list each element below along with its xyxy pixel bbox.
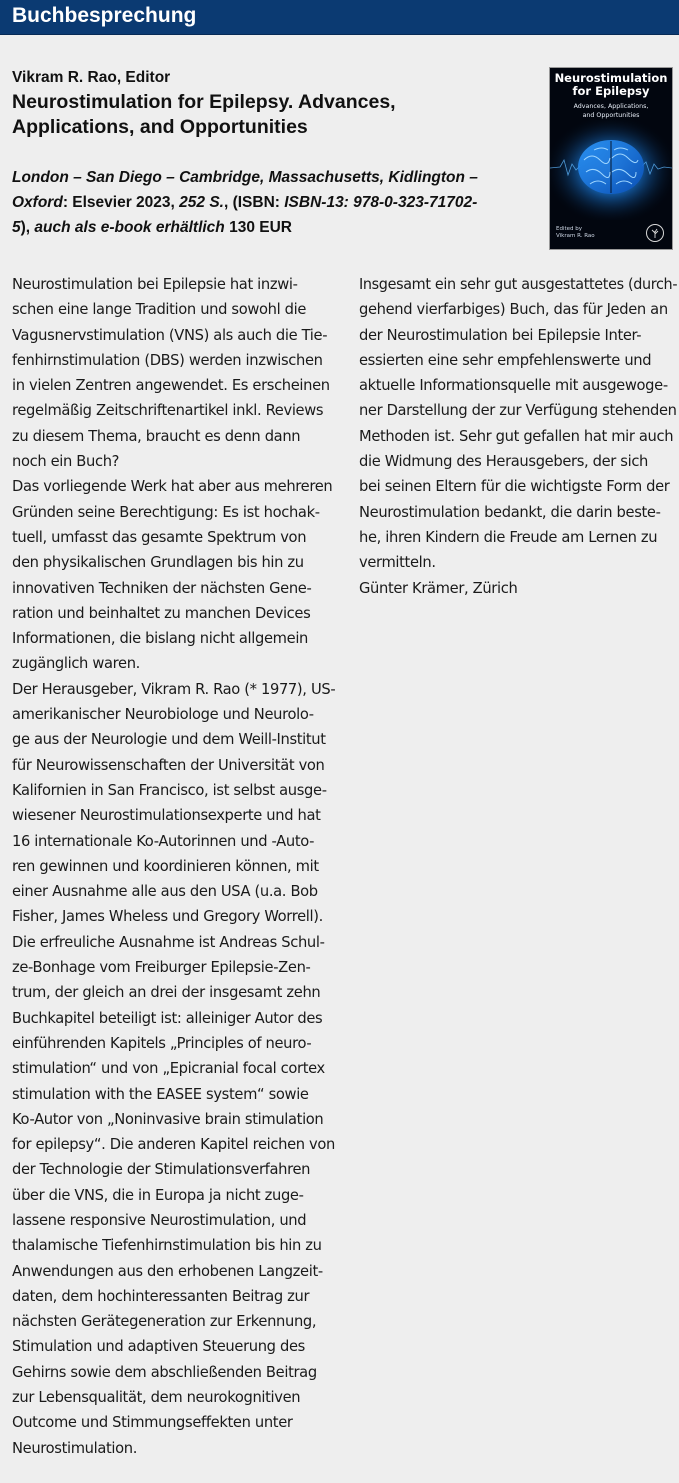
review-text-line: regelmäßig Zeitschriftenartikel inkl. Reviews xyxy=(12,402,324,420)
review-text-line: Buchkapitel beteiligt ist: alleiniger Autor des xyxy=(12,1009,323,1027)
review-text-line: der Neurostimulation bei Epilepsie Inter- xyxy=(359,326,642,344)
review-text-line: stimulation with the EASEE system“ sowie xyxy=(12,1085,309,1103)
review-text-line: Informationen, die bislang nicht allgemein xyxy=(12,630,309,648)
review-text-line: Gründen seine Berechtigung: Es ist hochak- xyxy=(12,503,320,521)
review-text-line: Kalifornien in San Francisco, ist selbst ausge- xyxy=(12,781,327,799)
review-text-line: ration und beinhaltet zu manchen Devices xyxy=(12,604,311,622)
review-text-line: zugänglich waren. xyxy=(12,655,140,673)
review-text-line: ze-Bonhage vom Freiburger Epilepsie-Zen- xyxy=(12,959,311,977)
review-text-line: Günter Krämer, Zürich xyxy=(359,579,518,597)
publication-info-line xyxy=(12,190,532,215)
cover-subtitle-line: and Opportunities xyxy=(582,112,640,119)
book-title-line: Applications, and Opportunities xyxy=(12,116,308,138)
pub-isbn-value: ISBN-13: 978-0-323-71702- xyxy=(284,194,478,211)
review-text-line: fenhirnstimulation (DBS) werden inzwischen xyxy=(12,351,323,369)
review-text-line: Outcome und Stimmungseffekten unter xyxy=(12,1414,293,1432)
publication-info xyxy=(12,165,532,240)
review-text-line: 16 internationale Ko-Autorinnen und -Auto- xyxy=(12,832,315,850)
review-text-line: bei seinen Eltern für die wichtigste Form der xyxy=(359,478,670,496)
review-body-left-column xyxy=(12,272,342,1461)
review-text-line: tuell, umfasst das gesamte Spektrum von xyxy=(12,528,307,546)
cover-subtitle xyxy=(550,102,672,120)
cover-editor-label: Edited by xyxy=(556,226,583,232)
pub-place: London – San Diego – Cambridge, Massachusetts, Kidlington – xyxy=(12,169,478,186)
review-text-line: einer Ausnahme alle aus den USA (u.a. Bob xyxy=(12,883,318,901)
book-title-line: Neurostimulation for Epilepsy. Advances, xyxy=(12,91,396,113)
pub-price: 130 EUR xyxy=(224,219,292,236)
review-text-line: schen eine lange Tradition und sowohl die xyxy=(12,301,307,319)
pub-publisher: : Elsevier 2023, xyxy=(62,194,180,211)
review-text-line: innovativen Techniken der nächsten Gene- xyxy=(12,579,312,597)
review-text-line: trum, der gleich an drei der insgesamt zehn xyxy=(12,984,321,1002)
review-text-line: für Neurowissenschaften der Universität von xyxy=(12,756,325,774)
section-header-bar xyxy=(0,0,679,35)
review-text-line: ren gewinnen und koordinieren können, mit xyxy=(12,857,319,875)
review-text-line: Das vorliegende Werk hat aber aus mehreren xyxy=(12,478,333,496)
review-text-line: Neurostimulation bei Epilepsie hat inzwi- xyxy=(12,276,298,293)
review-text-line: aktuelle Informationsquelle mit ausgewoge- xyxy=(359,377,668,395)
cover-editor xyxy=(556,226,595,240)
pub-pages: 252 S. xyxy=(179,194,224,211)
review-text-line: zur Lebensqualität, dem neurokognitiven xyxy=(12,1389,301,1407)
review-text-line: Neurostimulation. xyxy=(12,1439,138,1457)
book-title xyxy=(12,90,532,140)
review-text-line: Fisher, James Wheless und Gregory Worrell). xyxy=(12,908,323,926)
pub-place-end: Oxford xyxy=(12,194,63,211)
review-text-line: amerikanischer Neurobiologe und Neurolo- xyxy=(12,706,314,724)
review-text-line: zu diesem Thema, braucht es denn dann xyxy=(12,427,301,445)
cover-editor-name: Vikram R. Rao xyxy=(556,233,595,239)
cover-subtitle-line: Advances, Applications, xyxy=(573,103,649,110)
review-text-line: die Widmung des Herausgebers, der sich xyxy=(359,453,649,471)
review-text-line: essierten eine sehr empfehlenswerte und xyxy=(359,351,652,369)
cover-title-line: Neurostimulation xyxy=(554,71,668,85)
review-text-line: lassene responsive Neurostimulation, und xyxy=(12,1211,307,1229)
review-text-line: nächsten Gerätegeneration zur Erkennung, xyxy=(12,1313,317,1331)
review-text-line: for epilepsy“. Die anderen Kapitel reichen von xyxy=(12,1136,335,1154)
review-text-line: der Technologie der Stimulationsverfahren xyxy=(12,1161,311,1179)
review-text-line: thalamische Tiefenhirnstimulation bis hin zu xyxy=(12,1237,322,1255)
review-text-line: einführenden Kapitels „Principles of neuro- xyxy=(12,1034,312,1052)
pub-paren: ), xyxy=(20,219,35,236)
publication-info-line xyxy=(12,165,532,190)
review-text-line: vermitteln. xyxy=(359,554,436,572)
review-text-line: Ko-Autor von „Noninvasive brain stimulation xyxy=(12,1110,324,1128)
brain-illustration-icon xyxy=(550,120,672,220)
review-text-line: noch ein Buch? xyxy=(12,453,120,471)
review-text-line: Die erfreuliche Ausnahme ist Andreas Schul- xyxy=(12,933,325,951)
review-text-line: Methoden ist. Sehr gut gefallen hat mir auch xyxy=(359,427,674,445)
review-text-line: he, ihren Kindern die Freude am Lernen zu xyxy=(359,528,658,546)
review-body-right-column xyxy=(359,272,677,601)
book-cover-image xyxy=(550,68,672,249)
review-text-line: über die VNS, die in Europa ja nicht zuge- xyxy=(12,1186,304,1204)
review-text-line: Anwendungen aus den erhobenen Langzeit- xyxy=(12,1262,323,1280)
review-text-line: Neurostimulation bedankt, die darin beste- xyxy=(359,503,661,521)
review-text-line: stimulation“ und von „Epicranial focal cortex xyxy=(12,1060,325,1078)
review-text-line: wiesener Neurostimulationsexperte und hat xyxy=(12,807,321,825)
review-text-line: gehend vierfarbiges) Buch, das für Jeden an xyxy=(359,301,668,319)
review-text-line: daten, dem hochinteressanten Beitrag zur xyxy=(12,1287,310,1305)
review-text-line: den physikalischen Grundlagen bis hin zu xyxy=(12,554,304,572)
review-text-line: Gehirns sowie dem abschließenden Beitrag xyxy=(12,1363,317,1381)
section-title: Buchbesprechung xyxy=(12,4,197,27)
review-text-line: ner Darstellung der zur Verfügung stehenden xyxy=(359,402,677,420)
pub-isbn-end: 5 xyxy=(12,219,21,236)
review-text-line: Vagusnervstimulation (VNS) als auch die Tie- xyxy=(12,326,328,344)
pub-ebook-note: auch als e-book erhältlich xyxy=(34,219,225,236)
review-text-line: ge aus der Neurologie und dem Weill-Institut xyxy=(12,731,326,749)
review-text-line: Der Herausgeber, Vikram R. Rao (* 1977), US- xyxy=(12,680,336,698)
review-text-line: Stimulation und adaptiven Steuerung des xyxy=(12,1338,305,1356)
book-editor-byline: Vikram R. Rao, Editor xyxy=(12,69,171,86)
pub-isbn-label: , (ISBN: xyxy=(223,194,285,211)
cover-title xyxy=(550,72,672,98)
publication-info-line xyxy=(12,215,532,240)
review-text-line: in vielen Zentren angewendet. Es erscheinen xyxy=(12,377,330,395)
publisher-tree-logo-icon xyxy=(645,223,665,243)
review-text-line: Insgesamt ein sehr gut ausgestattetes (durch- xyxy=(359,276,678,293)
cover-title-line: for Epilepsy xyxy=(572,84,650,98)
